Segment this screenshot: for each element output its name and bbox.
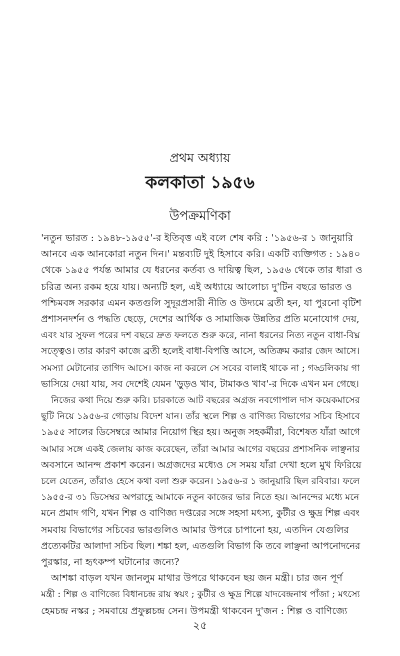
text-line: সত্ত্বেও। তার কারণ কাজে ব্রতী হলেই বাধা-বিপত্তি আসে, অতিক্রম করার জেদ আসে। — [41, 346, 360, 358]
text-line: ছুটি নিয়ে ১৯৫৬-র গোড়ায় বিদেশ যান। তাঁর স্থলে শিল্প ও বাণিজ্য বিভাগের সচিব হিসাবে — [41, 412, 360, 423]
section-heading: উপক্রমণিকা — [169, 209, 231, 224]
text-line: 'নতুন ভারত : ১৯৪৮-১৯৫৫'-র ইতিবৃত্ত এই বলে শেষ করি : '১৯৫৬-র ১ জানুয়ারি — [41, 233, 354, 244]
text-line: আশঙ্কা বাড়ল যখন জানলুম মাথার উপরে থাকবেন ছয় জন মন্ত্রী। চার জন পূর্ণ — [51, 573, 343, 585]
body-text — [41, 231, 363, 620]
text-line: অবসানে আনন্দ প্রকাশ করেন। অগ্রজদের মধ্যেও সে সময় যাঁরা দেখা হলে মুখ ফিরিয়ে — [41, 459, 362, 471]
text-line: এবং যার সুফল পরের দশ বছরে দ্রুত ফলতে শুরু করে, নানা ধরনের নিত্য নতুন বাধা-বিঘ্ন — [41, 330, 361, 342]
text-line: থেকে ১৯৫৫ পর্যন্ত আমার যে ধরনের কর্তব্য ও দায়িত্ব ছিল, ১৯৫৬ থেকে তার ধারা ও — [41, 265, 363, 277]
text-line: চলে যেতেন, তাঁরাও হেসে কথা বলা শুরু করেন। ১৯৫৬-র ১ জানুয়ারি ছিল রবিবার। ফলে — [41, 477, 360, 488]
text-line: মনে প্রমাদ গণি, যখন শিল্প ও বাণিজ্য দপ্তরের সঙ্গে সহসা মৎস্য, কুটীর ও ক্ষুদ্র শিল্প এবং — [41, 508, 360, 520]
text-line: ভাসিয়ে দেয়া যায়, সব দেশেই যেমন 'ড়ুড়ও খাব, টামাকও খাব'-র দিকে এখন মন গেছে। — [41, 378, 359, 390]
text-line: নিজের কথা দিয়ে শুরু করি। চারকাতে আট বছরের অগ্রজ নবগোপাল দাস কয়েকমাসের — [51, 396, 360, 407]
text-line: ১৯৫৫-র ৩১ ডিসেম্বর অপরাহ্ণে আমাকে নতুন কাজের ভার নিতে হয়। আনন্দের মধ্যে মনে — [41, 493, 360, 504]
text-line: পশ্চিমবঙ্গ সরকার এমন কতগুলি সুদূরপ্রসারী নীতি ও উদ্যমে ব্রতী হন, যা পুরনো বৃটিশ — [41, 297, 362, 309]
text-line: প্রশাসনদর্শন ও পদ্ধতি ছেড়ে, দেশের আর্থিক ও সামাজিক উন্নতির প্রতি মনোযোগ দেয়, — [41, 314, 360, 326]
text-line: আনবে এক আনকোরা নতুন দিন।' মন্তব্যটি দুই হিসাবে করি। একটি ব্যক্তিগত : ১৯৪০ — [41, 249, 361, 261]
text-line: সমস্যা মেটানোর তাগিদ আসে। কাজ না করলে সে সবের বালাই থাকে না ; গড্ডলিকায় গা — [41, 363, 360, 374]
text-line: সমবায় বিভাগের সচিবের ভারগুলিও আমার উপরে চাপানো হয়, এতদিন যেগুলির — [41, 524, 349, 536]
text-line: পুরস্কার, না হৃৎকম্প ঘটানোর জন্যে? — [41, 557, 180, 569]
chapter-title: কলকাতা ১৯৫৬ — [145, 173, 255, 193]
text-line: প্রত্যেকটির আলাদা সচিব ছিল। শঙ্কা হল, এতগুলি বিভাগ কি তবে লাঞ্ছনা আপনোদনের — [41, 540, 361, 552]
text-line: ১৯৫৫ সালের ডিসেম্বরে আমার নিয়োগ স্থির হয়। অনুজ সহকর্মীরা, বিশেষত যাঁরা আগে — [41, 427, 360, 439]
text-line: হেমচন্দ্র নস্কর ; সমবায়ে প্রফুল্লচন্দ্র সেন। উপমন্ত্রী থাকবেন দু'জন : শিল্প ও বাণিজ্যে — [41, 605, 348, 617]
chapter-label: প্রথম অধ্যায় — [169, 150, 231, 165]
page-number: ২৫ — [192, 619, 208, 632]
text-line: মন্ত্রী : শিল্প ও বাণিজ্যে বিধানচন্দ্র রায় স্বয়ং ; কুটীর ও ক্ষুদ্র শিল্পে যাদবেন্দ্রনাথ পাঁজা ; মৎস্যে — [41, 590, 360, 601]
text-line: আমার সঙ্গে একই জেলায় কাজ করেছেন, তাঁরা আমার আগের বছরের প্রশাসনিক লাঞ্ছনার — [41, 444, 360, 455]
text-line: চরিত্র অন্য রকম হয়ে যায়। অন্যটি হল, এই অধ্যায়ে আলোচ্য দু'টিন বছরে ভারত ও — [41, 281, 353, 293]
